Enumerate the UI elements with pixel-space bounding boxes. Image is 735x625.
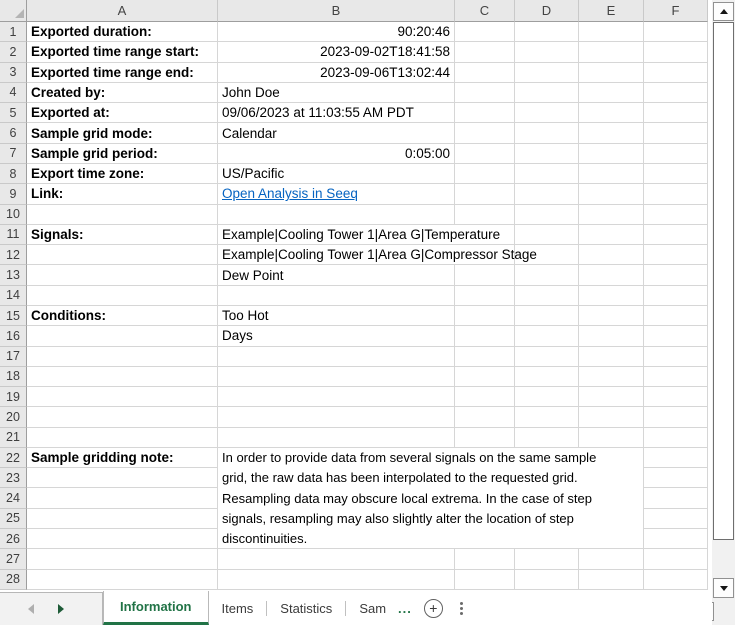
row-header-19[interactable]: 19	[0, 387, 27, 407]
cell-E14[interactable]	[579, 286, 644, 306]
cell-C10[interactable]	[455, 205, 515, 225]
cell-A23[interactable]	[27, 468, 218, 488]
cell-F15[interactable]	[644, 306, 708, 326]
column-headers	[0, 0, 708, 22]
cell-E17[interactable]	[579, 347, 644, 367]
cell-C16[interactable]	[455, 326, 515, 346]
row-header-13[interactable]: 13	[0, 265, 27, 285]
cell-C28[interactable]	[455, 570, 515, 590]
cell-E7[interactable]	[579, 144, 644, 164]
sheet-nav-buttons	[0, 592, 103, 625]
cell-E4[interactable]	[579, 83, 644, 103]
cell-B8[interactable]: US/Pacific	[218, 164, 455, 184]
cell-E21[interactable]	[579, 428, 644, 448]
sheet-row	[0, 123, 708, 143]
row-header-6[interactable]: 6	[0, 123, 27, 143]
cell-E2[interactable]	[579, 42, 644, 62]
cell-D16[interactable]	[515, 326, 579, 346]
vertical-scrollbar-thumb[interactable]	[713, 22, 734, 540]
cell-C18[interactable]	[455, 367, 515, 387]
row-header-3[interactable]: 3	[0, 63, 27, 83]
sheet-row	[0, 164, 708, 184]
row-header-18[interactable]: 18	[0, 367, 27, 387]
cell-D6[interactable]	[515, 123, 579, 143]
cell-C13[interactable]	[455, 265, 515, 285]
cell-F11[interactable]	[644, 225, 708, 245]
cell-C1[interactable]	[455, 22, 515, 42]
cell-B19[interactable]	[218, 387, 455, 407]
sheet-row	[0, 103, 708, 123]
cell-B3[interactable]: 2023-09-06T13:02:44	[218, 63, 455, 83]
cell-B16[interactable]: Days	[218, 326, 455, 346]
cell-D8[interactable]	[515, 164, 579, 184]
row-header-21[interactable]: 21	[0, 428, 27, 448]
cell-B14[interactable]	[218, 286, 455, 306]
note-line: signals, resampling may also slightly alter the location of step	[222, 510, 574, 526]
row-header-4[interactable]: 4	[0, 83, 27, 103]
sheet-row	[0, 549, 708, 569]
cell-C5[interactable]	[455, 103, 515, 123]
cell-F10[interactable]	[644, 205, 708, 225]
select-all-corner[interactable]	[0, 0, 27, 22]
up-arrow-icon	[720, 9, 728, 14]
cell-D7[interactable]	[515, 144, 579, 164]
row-header-28[interactable]: 28	[0, 570, 27, 590]
scroll-down-button[interactable]	[713, 578, 734, 598]
cell-F2[interactable]	[644, 42, 708, 62]
cell-F7[interactable]	[644, 144, 708, 164]
column-header-F[interactable]: F	[644, 0, 708, 22]
sheet-row	[0, 367, 708, 387]
cell-B6[interactable]: Calendar	[218, 123, 455, 143]
row-header-24[interactable]: 24	[0, 488, 27, 508]
sheet-row	[0, 306, 708, 326]
cell-B4[interactable]: John Doe	[218, 83, 455, 103]
cell-D13[interactable]	[515, 265, 579, 285]
sheet-row	[0, 83, 708, 103]
cell-E1[interactable]	[579, 22, 644, 42]
row-header-8[interactable]: 8	[0, 164, 27, 184]
cell-A5[interactable]: Exported at:	[27, 103, 218, 123]
cell-F5[interactable]	[644, 103, 708, 123]
row-header-2[interactable]: 2	[0, 42, 27, 62]
more-options-icon[interactable]	[460, 607, 463, 610]
cell-A18[interactable]	[27, 367, 218, 387]
cell-F1[interactable]	[644, 22, 708, 42]
cell-A24[interactable]	[27, 488, 218, 508]
cell-C7[interactable]	[455, 144, 515, 164]
cell-E15[interactable]	[579, 306, 644, 326]
cell-C14[interactable]	[455, 286, 515, 306]
row-header-22[interactable]: 22	[0, 448, 27, 468]
cell-D1[interactable]	[515, 22, 579, 42]
cell-F6[interactable]	[644, 123, 708, 143]
column-header-B[interactable]: B	[218, 0, 455, 22]
cell-B5[interactable]: 09/06/2023 at 11:03:55 AM PDT	[218, 103, 455, 123]
tab-samples-label: Sam	[359, 600, 387, 616]
cell-C8[interactable]	[455, 164, 515, 184]
cell-B17[interactable]	[218, 347, 455, 367]
row-header-17[interactable]: 17	[0, 347, 27, 367]
cell-F3[interactable]	[644, 63, 708, 83]
cell-A10[interactable]	[27, 205, 218, 225]
cell-D27[interactable]	[515, 549, 579, 569]
cell-F17[interactable]	[644, 347, 708, 367]
row-header-9[interactable]: 9	[0, 184, 27, 204]
cell-B22-sample-gridding-note[interactable]	[218, 448, 644, 549]
row-header-1[interactable]: 1	[0, 22, 27, 42]
cell-B27[interactable]	[218, 549, 455, 569]
cell-F20[interactable]	[644, 407, 708, 427]
column-header-A[interactable]: A	[27, 0, 218, 22]
sheet-row	[0, 22, 708, 42]
cell-E8[interactable]	[579, 164, 644, 184]
cell-F23[interactable]	[644, 468, 708, 488]
sheet-row	[0, 570, 708, 590]
cell-F16[interactable]	[644, 326, 708, 346]
cell-D28[interactable]	[515, 570, 579, 590]
tab-information-label: Information	[120, 599, 192, 614]
add-sheet-button[interactable]	[424, 599, 443, 618]
cell-A27[interactable]	[27, 549, 218, 569]
cell-A26[interactable]	[27, 529, 218, 549]
cell-A13[interactable]	[27, 265, 218, 285]
cell-E6[interactable]	[579, 123, 644, 143]
row-header-23[interactable]: 23	[0, 468, 27, 488]
tab-information[interactable]	[103, 591, 209, 625]
previous-sheet-icon[interactable]	[28, 604, 34, 614]
cell-D15[interactable]	[515, 306, 579, 326]
row-header-7[interactable]: 7	[0, 144, 27, 164]
cell-A17[interactable]	[27, 347, 218, 367]
cell-B20[interactable]	[218, 407, 455, 427]
note-line: discontinuities.	[222, 531, 308, 547]
cell-D19[interactable]	[515, 387, 579, 407]
cell-B12[interactable]: Example|Cooling Tower 1|Area G|Compressor Stage	[218, 245, 455, 265]
cell-A12[interactable]	[27, 245, 218, 265]
cell-C6[interactable]	[455, 123, 515, 143]
cell-F24[interactable]	[644, 488, 708, 508]
cell-E27[interactable]	[579, 549, 644, 569]
tab-statistics[interactable]	[267, 591, 345, 625]
sheet-row	[0, 286, 708, 306]
cell-D18[interactable]	[515, 367, 579, 387]
row-header-26[interactable]: 26	[0, 529, 27, 549]
note-line: In order to provide data from several signals on the same sample	[222, 450, 597, 465]
row-header-16[interactable]: 16	[0, 326, 27, 346]
cell-A16[interactable]	[27, 326, 218, 346]
cell-F28[interactable]	[644, 570, 708, 590]
row-header-10[interactable]: 10	[0, 205, 27, 225]
row-header-27[interactable]: 27	[0, 549, 27, 569]
cell-E5[interactable]	[579, 103, 644, 123]
sheet-row	[0, 347, 708, 367]
sheet-row	[0, 407, 708, 427]
row-header-20[interactable]: 20	[0, 407, 27, 427]
tab-items-label: Items	[221, 600, 254, 616]
tab-statistics-label: Statistics	[280, 600, 333, 616]
row-header-25[interactable]: 25	[0, 509, 27, 529]
cell-C21[interactable]	[455, 428, 515, 448]
cell-F9[interactable]	[644, 184, 708, 204]
cell-E28[interactable]	[579, 570, 644, 590]
cell-A8[interactable]: Export time zone:	[27, 164, 218, 184]
cell-B11[interactable]: Example|Cooling Tower 1|Area G|Temperature	[218, 225, 455, 245]
note-line: Resampling data may obscure local extrema. In the case of step	[222, 490, 592, 506]
cell-B1[interactable]: 90:20:46	[218, 22, 455, 42]
cell-D2[interactable]	[515, 42, 579, 62]
cell-A7[interactable]: Sample grid period:	[27, 144, 218, 164]
cell-A9[interactable]: Link:	[27, 184, 218, 204]
sheet-row	[0, 387, 708, 407]
cell-F13[interactable]	[644, 265, 708, 285]
cell-E3[interactable]	[579, 63, 644, 83]
cell-A22[interactable]: Sample gridding note:	[27, 448, 218, 468]
cell-F18[interactable]	[644, 367, 708, 387]
cell-E18[interactable]	[579, 367, 644, 387]
row-header-11[interactable]: 11	[0, 225, 27, 245]
cell-A19[interactable]	[27, 387, 218, 407]
cell-A3[interactable]: Exported time range end:	[27, 63, 218, 83]
column-header-E[interactable]: E	[579, 0, 644, 22]
tab-items[interactable]	[209, 591, 267, 625]
open-analysis-link[interactable]: Open Analysis in Seeq	[222, 186, 358, 202]
cell-A20[interactable]	[27, 407, 218, 427]
cell-A25[interactable]	[27, 509, 218, 529]
cell-F25[interactable]	[644, 509, 708, 529]
cell-D3[interactable]	[515, 63, 579, 83]
cell-E12[interactable]	[579, 245, 644, 265]
cell-B2[interactable]: 2023-09-02T18:41:58	[218, 42, 455, 62]
cell-A1[interactable]: Exported duration:	[27, 22, 218, 42]
sheet-tab-strip	[0, 590, 712, 625]
cell-A6[interactable]: Sample grid mode:	[27, 123, 218, 143]
sheet-row	[0, 326, 708, 346]
cell-B9[interactable]	[218, 184, 455, 204]
row-header-14[interactable]: 14	[0, 286, 27, 306]
cell-D5[interactable]	[515, 103, 579, 123]
cell-F21[interactable]	[644, 428, 708, 448]
down-arrow-icon	[720, 586, 728, 591]
cell-C9[interactable]	[455, 184, 515, 204]
cell-B21[interactable]	[218, 428, 455, 448]
cell-A2[interactable]: Exported time range start:	[27, 42, 218, 62]
cell-F4[interactable]	[644, 83, 708, 103]
cell-D21[interactable]	[515, 428, 579, 448]
sheet-row	[0, 428, 708, 448]
tab-overflow-indicator[interactable]: ...	[398, 600, 412, 616]
cell-F27[interactable]	[644, 549, 708, 569]
cell-B13[interactable]: Dew Point	[218, 265, 455, 285]
cell-A4[interactable]: Created by:	[27, 83, 218, 103]
cell-E16[interactable]	[579, 326, 644, 346]
cell-C2[interactable]	[455, 42, 515, 62]
cell-C27[interactable]	[455, 549, 515, 569]
cell-D4[interactable]	[515, 83, 579, 103]
cell-F14[interactable]	[644, 286, 708, 306]
sheet-row	[0, 184, 708, 204]
cell-D9[interactable]	[515, 184, 579, 204]
cell-E13[interactable]	[579, 265, 644, 285]
cell-F8[interactable]	[644, 164, 708, 184]
cell-F22[interactable]	[644, 448, 708, 468]
cell-E10[interactable]	[579, 205, 644, 225]
sheet-tabs	[103, 591, 463, 625]
cell-E11[interactable]	[579, 225, 644, 245]
column-header-D[interactable]: D	[515, 0, 579, 22]
row-header-12[interactable]: 12	[0, 245, 27, 265]
scroll-up-button[interactable]	[713, 2, 734, 21]
tab-samples-truncated[interactable]	[346, 591, 390, 625]
cell-D14[interactable]	[515, 286, 579, 306]
row-header-5[interactable]: 5	[0, 103, 27, 123]
cell-E9[interactable]	[579, 184, 644, 204]
cell-F26[interactable]	[644, 529, 708, 549]
sheet-row	[0, 42, 708, 62]
cell-F12[interactable]	[644, 245, 708, 265]
cell-A14[interactable]	[27, 286, 218, 306]
cell-C20[interactable]	[455, 407, 515, 427]
cell-D17[interactable]	[515, 347, 579, 367]
cell-D11[interactable]	[515, 225, 579, 245]
cell-E19[interactable]	[579, 387, 644, 407]
cell-A21[interactable]	[27, 428, 218, 448]
cell-B18[interactable]	[218, 367, 455, 387]
cell-E20[interactable]	[579, 407, 644, 427]
next-sheet-icon[interactable]	[58, 604, 64, 614]
sheet-row	[0, 265, 708, 285]
sheet-row	[0, 205, 708, 225]
cell-C15[interactable]	[455, 306, 515, 326]
note-line: grid, the raw data has been interpolated to the requested grid.	[222, 470, 578, 486]
cell-A15[interactable]: Conditions:	[27, 306, 218, 326]
cell-A28[interactable]	[27, 570, 218, 590]
cell-B15[interactable]: Too Hot	[218, 306, 455, 326]
scrollbar-corner	[712, 600, 735, 625]
cell-C17[interactable]	[455, 347, 515, 367]
cell-D10[interactable]	[515, 205, 579, 225]
column-header-C[interactable]: C	[455, 0, 515, 22]
cell-C4[interactable]	[455, 83, 515, 103]
row-header-15[interactable]: 15	[0, 306, 27, 326]
cell-D20[interactable]	[515, 407, 579, 427]
select-all-triangle-icon	[15, 9, 24, 18]
sheet-row	[0, 225, 708, 245]
cell-A11[interactable]: Signals:	[27, 225, 218, 245]
cell-C19[interactable]	[455, 387, 515, 407]
sheet-row	[0, 63, 708, 83]
sheet-row	[0, 245, 708, 265]
cell-B28[interactable]	[218, 570, 455, 590]
cell-B7[interactable]: 0:05:00	[218, 144, 455, 164]
cell-B10[interactable]	[218, 205, 455, 225]
sheet-row	[0, 144, 708, 164]
cell-F19[interactable]	[644, 387, 708, 407]
cell-C3[interactable]	[455, 63, 515, 83]
